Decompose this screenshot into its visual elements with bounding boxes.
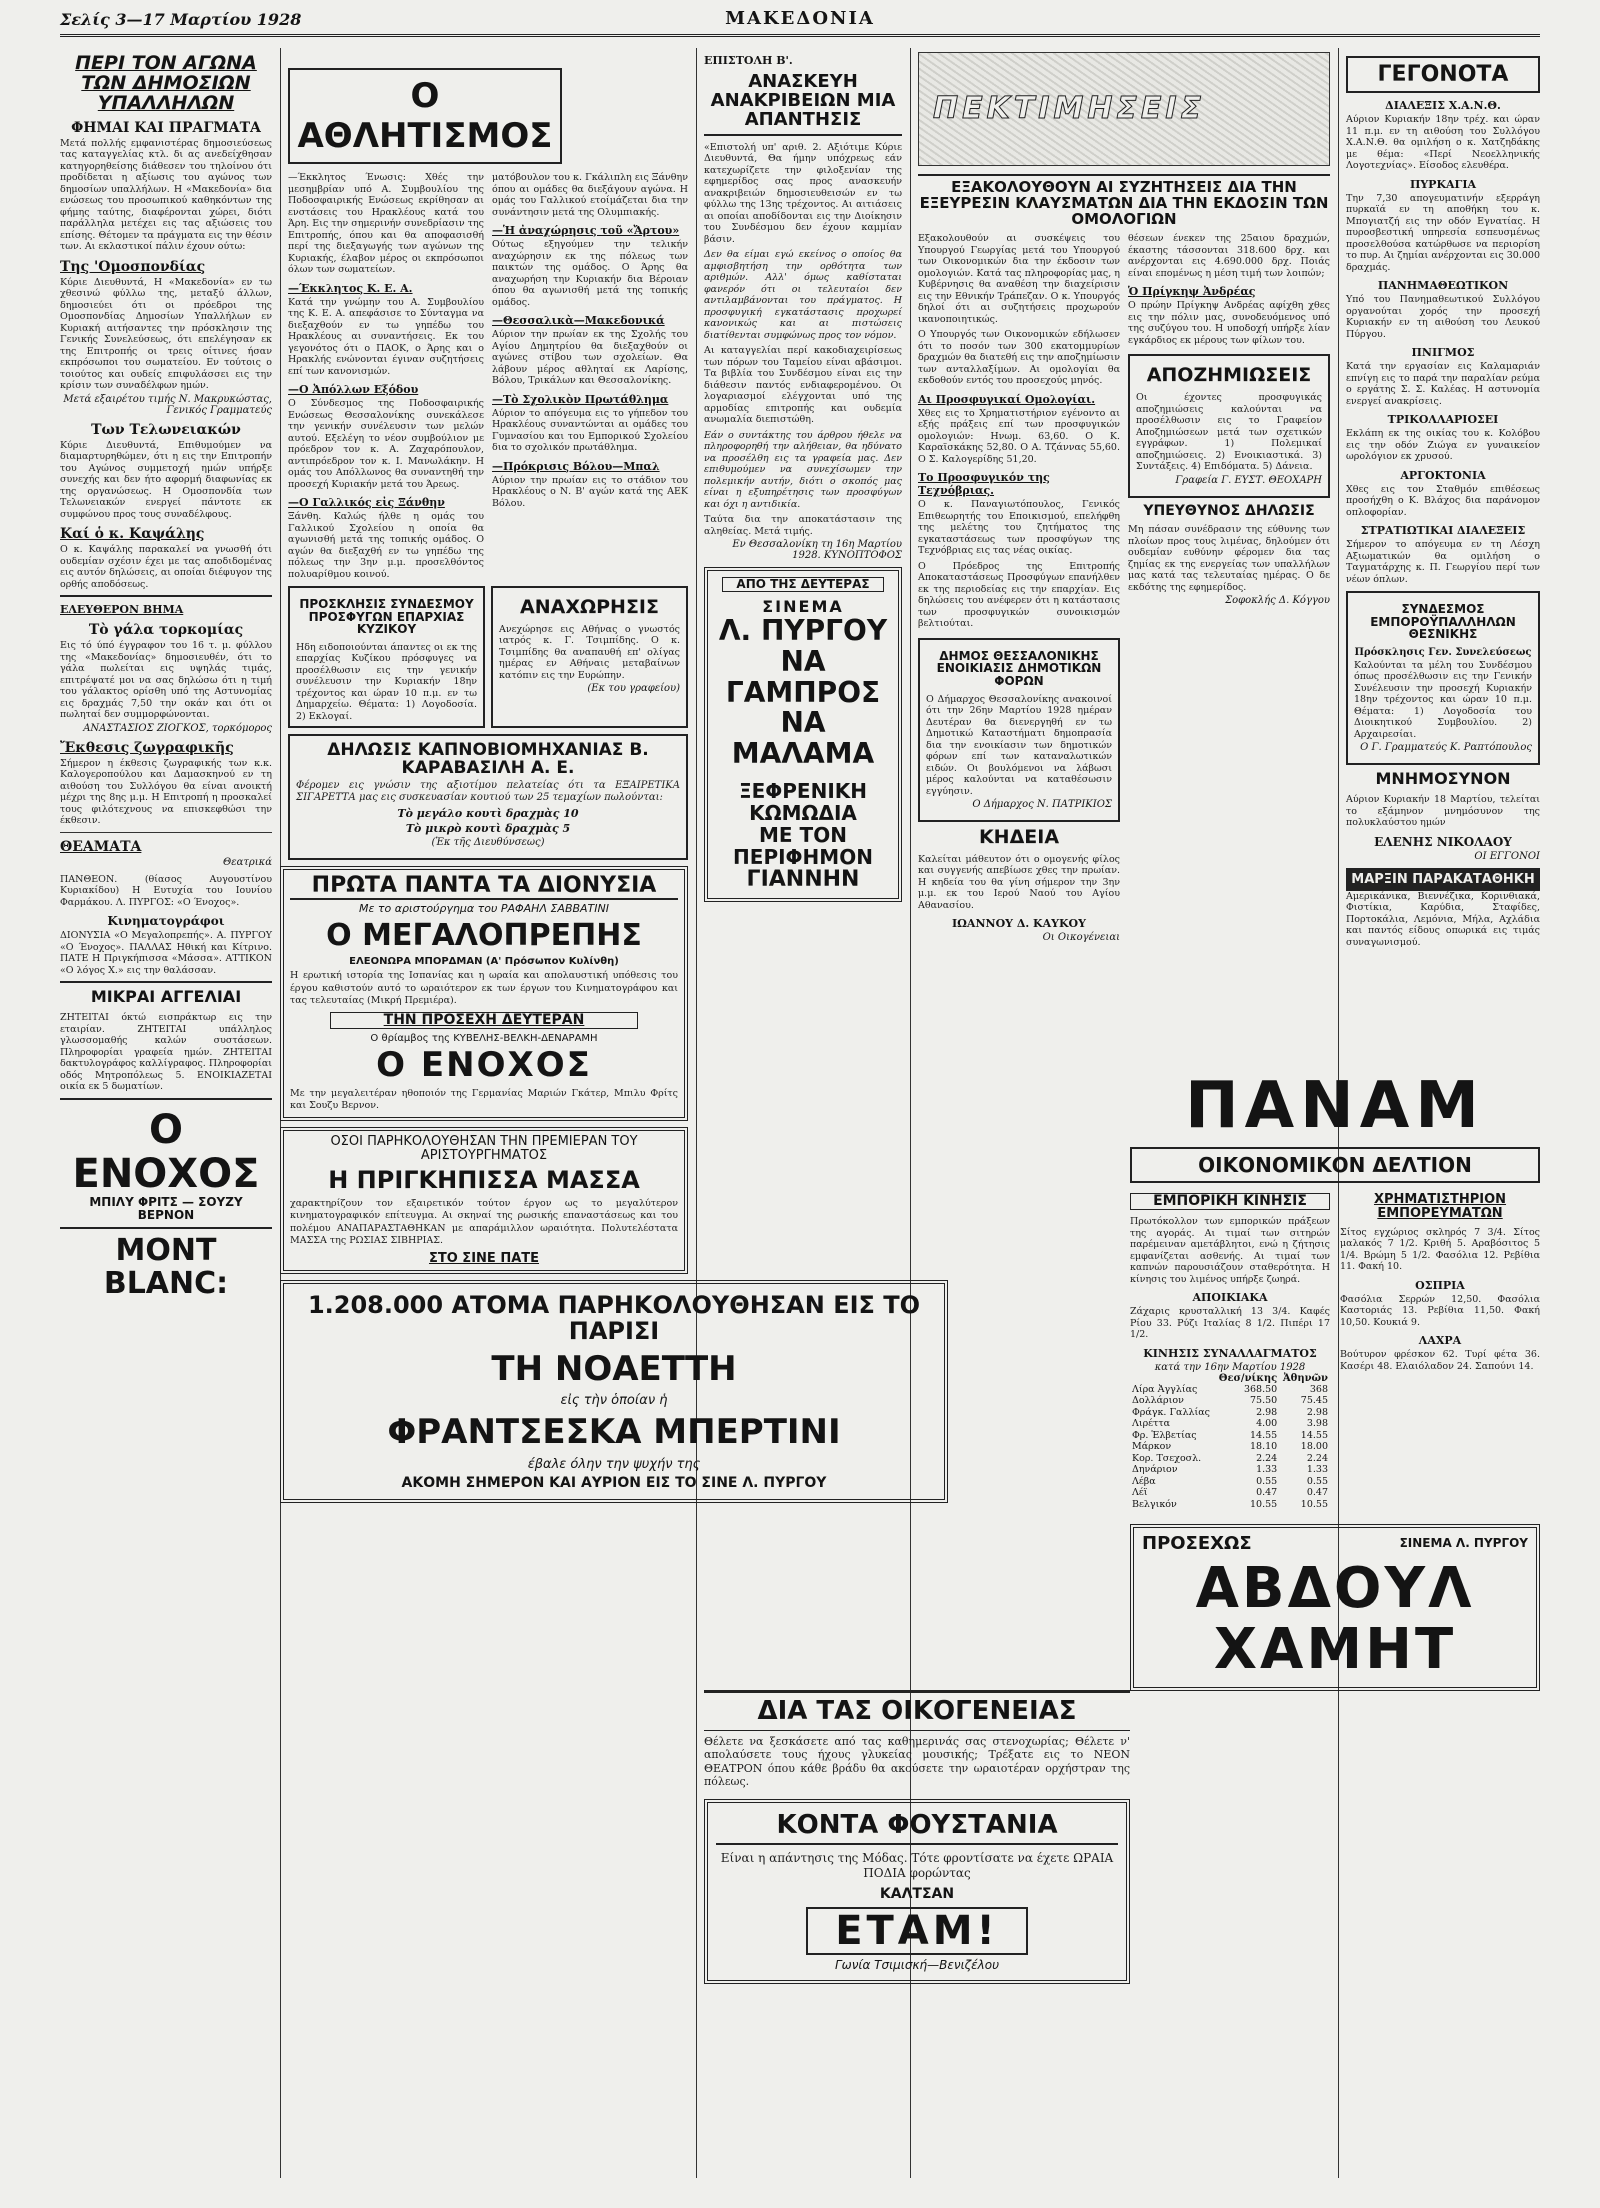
section-heading: ΥΠΕΥΘΥΝΟΣ ΔΗΛΩΣΙΣ xyxy=(1143,502,1315,519)
subheading: ΛΑΧΡΑ xyxy=(1418,1334,1462,1348)
article-text: θέσεων ένεκεν της 25αιου δραχμών, έκαστης τάσσονται 318.600 δρχ. και ανέρχονται εις 4.690.000 δρχ. Ποιάς είναι επομένως η μέση τιμή των λοιπών; xyxy=(1128,233,1330,279)
section-heading: ΚΗΔΕΙΑ xyxy=(978,826,1060,849)
banner-logo: ΠΕΚΤΙΜΗΣΕΙΣ xyxy=(933,91,1206,126)
market-text: Φασόλια Σερρών 12,50. Φασόλια Καστοριάς 13. Ρεβίθια 11,50. Φακή 10,50. Κουκιά 9. xyxy=(1340,1293,1540,1328)
fx-row xyxy=(1130,1418,1330,1430)
fx-currency: Μάρκον xyxy=(1132,1441,1172,1453)
fx-rate: 10.55 xyxy=(1300,1498,1328,1510)
ad-text: Είναι η απάντησις της Μόδας. Τότε φροντίσατε να έχετε ΩΡΑΙΑ ΠΟΔΙΑ φορώντας xyxy=(720,1851,1114,1881)
article-text: Ξάνθη. Καλώς ήλθε η ομάς του Γαλλικού Σχολείου η οποία θα αγωνισθή μετά της τοπικής ομάδος. Ο αγών θα διεξαχθή εν τω γηπέδω της πόλεως την 3ην μ.μ. προσελθόντος πολυαρίθμου κοινού. xyxy=(288,511,484,580)
market-text: Σίτος εγχώριος σκληρός 7 3/4. Σίτος μαλακός 7 1/2. Κριθή 5. Αραβόσιτος 5 1/4. Βρώμη 5 1/2. Φασόλια 12. Ρεβίθια 11. Φακή 10. xyxy=(1340,1226,1540,1273)
article-text: Εις τό ύπό έγγραφον του 16 τ. μ. φύλλου της «Μακεδονίας» δημοσιευθέν, ότι το γάλα πωλείται εις υψηλάς τιμάς, επιτρέψατέ μοι να σας δηλώσω ότι η τιμή του γάλακτος ορίσθη υπό της Αστυνομίας εις δραχμάς 7,50 την οκάν και ότι οι πωληταί δεν συμμορφώνονται. xyxy=(60,640,272,721)
article-text: Αύριον το απόγευμα εις το γήπεδον του Ηρακλέους συναντώνται αι ομάδες του Γυμνασίου και του Εμπορικού Σχολείου δια το σχολικόν πρωτάθλημα. xyxy=(492,407,688,453)
notice-box xyxy=(491,586,688,728)
fx-currency: Λίρα Ἀγγλίας xyxy=(1132,1383,1198,1395)
column-1 xyxy=(60,48,272,1300)
fx-row xyxy=(1130,1476,1330,1488)
notice-text: Ο Δήμαρχος Θεσσαλονίκης ανακοινοί ότι την 26ην Μαρτίου 1928 ημέραν Δευτέραν θα διενεργηθή εν τω Δημοτικώ Καταστήματι δημοπρασία δια την ενοικίασιν των δημοτικών φόρων επί των καταναλωτικών ειδών. Οι βουλόμενοι να λάβωσι μέρος καλούνται να καταθέσωσιν εγγύησιν. xyxy=(926,693,1112,797)
fx-rate: 2.24 xyxy=(1306,1452,1328,1464)
subheading: ΣΤΡΑΤΙΩΤΙΚΑΙ ΔΙΑΛΕΞΕΙΣ xyxy=(1360,524,1526,537)
cinema-ad-pathe xyxy=(280,1127,688,1274)
divider xyxy=(60,1227,272,1229)
municipal-notice xyxy=(918,638,1120,822)
market-text: Βούτυρον φρέσκον 62. Τυρί φέτα 36. Κασέρι 48. Ελαιόλαδον 24. Σαπούνι 14. xyxy=(1340,1349,1540,1372)
divider xyxy=(60,832,272,833)
section-title: Ο ΑΘΛΗΤΙΣΜΟΣ xyxy=(288,68,562,164)
section-heading: Καί ὁ κ. Καψάλης xyxy=(60,526,205,543)
page-date: Σελίς 3—17 Μαρτίου 1928 xyxy=(60,10,302,29)
article-title: ΕΞΑΚΟΛΟΥΘΟΥΝ ΑΙ ΣΥΖΗΤΗΣΕΙΣ ΔΙΑ ΤΗΝ ΕΞΕΥΡΕΣΙΝ ΚΛΑΥΣΜΑΤΩΝ ΔΙΑ ΤΗΝ ΕΚΔΟΣΙΝ ΤΩΝ ΟΜΟΛΟΓΙΩΝ xyxy=(918,174,1330,227)
subheading: ΑΠΟΙΚΙΑΚΑ xyxy=(1192,1291,1268,1305)
market-text: Ζάχαρις κρυσταλλική 13 3/4. Καφές Ρίου 33. Ρύζι Ιταλίας 8 1/2. Πιπέρι 17 1/2. xyxy=(1130,1306,1330,1341)
fx-rate: 14.55 xyxy=(1250,1429,1278,1441)
news-text: Εκλάπη εκ της οικίας του κ. Κολόβου εις την οδόν Ζιώγα εν γυναικείον ωρολόγιον εκ χρυσού. xyxy=(1346,428,1540,462)
section-heading: Τὸ γάλα τορκομίας xyxy=(88,622,244,639)
fx-row xyxy=(1130,1395,1330,1407)
compensation-notice xyxy=(1128,354,1330,497)
ad-title: ΔΙΑ ΤΑΣ ΟΙΚΟΓΕΝΕΙΑΣ xyxy=(704,1690,1130,1731)
notice-title: ΔΗΜΟΣ ΘΕΣΣΑΛΟΝΙΚΗΣ ΕΝΟΙΚΙΑΣΙΣ ΔΗΜΟΤΙΚΩΝ ΦΟΡΩΝ xyxy=(936,648,1102,688)
article-text: Ο Σύνδεσμος της Ποδοσφαιρικής Ενώσεως Θεσσαλονίκης συνεκάλεσε την γενικήν συνέλευσιν των μελών αυτού. Εξελέγη το νέον συμβούλιον με πρόεδρον τον κ. Α. Ζαχαρόπουλον, αντιπρόεδρον τον κ. Ι. Μανωλάκην. Η ομάς του Απόλλωνος θα συναντηθή την προσεχή Κυριακήν μετά του Άρεως. xyxy=(288,398,484,490)
masthead: ΜΑΚΕΔΟΝΙΑ xyxy=(725,8,875,29)
divider xyxy=(60,595,272,597)
fx-date: κατά την 16ην Μαρτίου 1928 xyxy=(1154,1361,1306,1373)
news-text: Την 7,30 απογευματινήν εξερράγη πυρκαϊά εν τη αποθήκη του κ. Μπογιατζή εις την οδόν Εγνατίας. Η πυροσβεστική υπηρεσία εσπευσμένως προσελθούσα κατώρθωσε να περιορίση το πυρ. Αι ζημίαι ανέρχονται εις 30.000 δραχμάς. xyxy=(1346,192,1540,273)
fx-rate: 1.33 xyxy=(1306,1464,1328,1476)
fx-rate: 0.47 xyxy=(1256,1487,1278,1499)
subheading: ΠΝΙΓΜΟΣ xyxy=(1411,346,1475,359)
notice-text: Καλούνται τα μέλη του Συνδέσμου όπως προσέλθωσιν εις την Γενικήν Συνέλευσιν την προσεχή Κυριακήν 18ην τρέχοντος και ώραν 10 π.μ. Θέματα: 1) Λογοδοσία του Διοικητικού Συμβουλίου. 2) Αρχαιρεσίαι. xyxy=(1354,659,1532,740)
fx-title: ΚΙΝΗΣΙΣ ΣΥΝΑΛΛΑΓΜΑΤΟΣ xyxy=(1143,1346,1317,1360)
memorial-text: Αύριον Κυριακήν 18 Μαρτίου, τελείται το εξάμηνον μνημόσυνον της πολυκλαύστου ημών xyxy=(1346,794,1540,829)
column-rule xyxy=(696,48,697,2178)
ad-film-title: ΑΒΔΟΥΛ ΧΑΜΗΤ xyxy=(1195,1555,1475,1683)
fx-currency: Δηνάριον xyxy=(1132,1464,1178,1476)
notice-title: ΑΝΑΧΩΡΗΣΙΣ xyxy=(520,596,659,618)
fx-rate: 2.98 xyxy=(1256,1406,1278,1418)
subheading: ΑΡΓΟΚΤΟΝΙΑ xyxy=(1400,468,1486,482)
signature: Οι Οικογένειαι xyxy=(1042,932,1120,944)
article-text: «Επιστολή υπ' αριθ. 2. Αξιότιμε Κύριε Διευθυντά, Θα ήμην υπόχρεως εάν κατεχωρίζετε την φιλοξενίαν της εφημερίδος σας προς ανασκευήν ανακριβειών δημοσιευθεισών εν τω φύλλω της 13ης τρέχοντος. Αι αιτιάσεις αι οποίαι αποδίδονται εις την Διοίκησιν του Συνδέσμου δεν έχουν καμμίαν βάσιν. xyxy=(704,141,902,245)
divider xyxy=(60,1098,272,1100)
ad-top: ΑΠΟ ΤΗΣ ΔΕΥΤΕΡΑΣ xyxy=(722,577,884,592)
illustration-banner xyxy=(918,52,1330,166)
ad-headline: ΟΣΟΙ ΠΑΡΗΚΟΛΟΥΘΗΣΑΝ ΤΗΝ ΠΡΕΜΙΕΡΑΝ ΤΟΥ ΑΡΙΣΤΟΥΡΓΗΜΑΤΟΣ xyxy=(330,1133,638,1163)
ad-brand: ΠΑΝΑΜ xyxy=(1185,1069,1485,1143)
ad-line: ΓΙΑΝΝΗΝ xyxy=(746,866,860,892)
fx-rate: 2.24 xyxy=(1256,1452,1278,1464)
ad-venue: ΑΚΟΜΗ ΣΗΜΕΡΟΝ ΚΑΙ ΑΥΡΙΟΝ ΕΙΣ ΤΟ ΣΙΝΕ Λ. ΠΥΡΓΟΥ xyxy=(401,1474,827,1491)
article-text: Μετά πολλής εμφανιστέρας δημοσιεύσεως τας καταγγελίας κτλ. δι ας ανεδείχθησαν κατηγορηθείσης διάθεσεν του τηλοίνου ότι προδίδεται η αξίωσις του αγώνος των δημοσίων υπαλλήλων. Η «Μακεδονία» δια ενώσεως του προσωπικού καθηκόντων της φήμης ταύτης, διαφέρονται χώρει, διότι παράλληλα μετέχει εις τας αξιώσεις του επίσης. Θέτομεν τα πράγματα εις την θέσιν των. Αι εκλαστικοί πάλιν έχουν ούτω: xyxy=(60,137,272,253)
article-text: Μη πάσαν συνέδρασιν της εύθυνης των πλοίων προς τους λιμένας, δηλούμεν ότι ουδεμίαν ευθύνην φέρομεν δια τας ζημίας εκ της ενεργείας των υπαλλήλων μας κατά τας τελευταίας ημέρας. Ο δε εκδότης της εφημερίδος. xyxy=(1128,524,1330,593)
fx-rate: 2.98 xyxy=(1306,1406,1328,1418)
news-text: Σήμερον το απόγευμα εν τη Λέσχη Αξιωματικών θα ομιλήση ο Ταγματάρχης κ. Π. Γεωργίου περί των νέων όπλων. xyxy=(1346,539,1540,585)
subheading: ΟΣΠΡΙΑ xyxy=(1415,1278,1465,1292)
fx-rate: 10.55 xyxy=(1250,1498,1278,1510)
subheading: —Θεσσαλικὰ—Μακεδονικά xyxy=(492,314,665,327)
tobacco-ad xyxy=(288,734,688,860)
subheading: —Έκκλητος Κ. Ε. Α. xyxy=(288,281,413,295)
article-text: Αύριον την πρωίαν εις το στάδιον του Ηρακλέους ο Ν. Β' αγών κατά της ΑΕΚ Βόλου. xyxy=(492,474,688,509)
notice-title: ΑΠΟΖΗΜΙΩΣΕΙΣ xyxy=(1146,364,1312,387)
signature: (Εκ του γραφείου) xyxy=(587,683,680,695)
ad-headline: ΠΡΩΤΑ ΠΑΝΤΑ ΤΑ ΔΙΟΝΥΣΙΑ xyxy=(290,874,678,900)
news-text: Κατά την εργασίαν εις Καλαμαριάν επνίγη εις το παρά την παραλίαν ρεύμα ο εργάτης Σ. Σ. Καλέας. Η αστυνομία ενεργεί ανακρίσεις. xyxy=(1346,361,1540,407)
notice-title: ΠΡΟΣΚΛΗΣΙΣ ΣΥΝΔΕΣΜΟΥ ΠΡΟΣΦΥΓΩΝ ΕΠΑΡΧΙΑΣ ΚΥΖΙΚΟΥ xyxy=(299,597,474,637)
ad-line: ΓΑΜΠΡΟΣ xyxy=(725,675,881,709)
ad-title: ΔΗΛΩΣΙΣ ΚΑΠΝΟΒΙΟΜΗΧΑΝΙΑΣ Β. ΚΑΡΑΒΑΣΙΛΗ Α. Ε. xyxy=(327,740,649,779)
fx-currency: Βελγικόν xyxy=(1132,1498,1177,1510)
section-title: ΓΕΓΟΝΟΤΑ xyxy=(1346,56,1540,93)
column-3 xyxy=(704,48,902,908)
ad-subline: εἰς τὴν ὁποίαν ἡ xyxy=(560,1392,668,1408)
article-text: ΔΙΟΝΥΣΙΑ «Ο Μεγαλοπρεπής». Α. ΠΥΡΓΟΥ «Ο Ένοχος». ΠΑΛΛΑΣ Ηθική και Κίτρινο. ΠΑΤΕ Η Πριγκήπισσα «Μάσσα». ΑΤΤΙΚΟΝ «Ο λόγος Χ.» εις την θαλάσσαν. xyxy=(60,930,272,976)
cinema-ad-gambros xyxy=(704,567,902,902)
signature: ΑΝΑΣΤΑΣΙΟΣ ΖΙΟΓΚΟΣ, τορκόμορος xyxy=(83,722,272,734)
notice-subtitle: Πρόσκλησις Γεν. Συνελεύσεως xyxy=(1354,646,1532,658)
news-text: Υπό του Πανημαθεωτικού Συλλόγου οργανούται χορός την προσεχή Κυριακήν εν τη αιθούση του Λευκού Πύργου. xyxy=(1346,294,1540,340)
ad-next: ΤΗΝ ΠΡΟΣΕΧΗ ΔΕΥΤΕΡΑΝ xyxy=(330,1012,638,1029)
news-text: Χθες εις τον Σταθμόν επιθέσεως προσήχθη ο Κ. Βλάχος δια παράνομον οπλοφορίαν. xyxy=(1346,483,1540,518)
fx-currency: Δολλάριον xyxy=(1132,1395,1184,1407)
subsection-title: ΕΜΠΟΡΙΚΗ ΚΙΝΗΣΙΣ xyxy=(1130,1193,1330,1210)
ad-cast: ΕΛΕΟΝΩΡΑ ΜΠΟΡΔΜΑΝ (Α' Πρόσωπον Κυλίνθη) xyxy=(349,956,619,968)
signature: Μετά εξαιρέτου τιμής Ν. Μακρυκώστας, Γενικός Γραμματεύς xyxy=(63,393,272,416)
fx-rate: 368.50 xyxy=(1243,1383,1278,1395)
fx-header-cell: Θεσ/νίκης xyxy=(1218,1372,1278,1384)
market-column-left xyxy=(1130,1187,1330,1510)
subheading: Θεατρικά xyxy=(223,856,272,868)
cinema-ad-abdul xyxy=(1130,1524,1540,1691)
notice-box xyxy=(288,586,485,728)
notice-text: Ηδη ειδοποιούνται άπαντες οι εκ της επαρχίας Κυζίκου πρόσφυγες να προσέλθωσιν εις την γενικήν συνέλευσιν την Κυριακήν 18ην τρέχοντος και ώραν 10 π.μ. εν τω Δημαρχείω. Θέματα: 1) Λογοδοσία. 2) Εκλογαί. xyxy=(296,641,477,722)
fx-rate: 1.33 xyxy=(1256,1464,1278,1476)
ad-star: ΦΡΑΝΤΣΕΣΚΑ ΜΠΕΡΤΙΝΙ xyxy=(387,1412,841,1453)
section-heading: ΘΕΑΜΑΤΑ xyxy=(60,838,142,855)
subheading: ΠΑΝΗΜΑΘΕΩΤΙΚΟΝ xyxy=(1377,279,1509,292)
fx-header-cell: Ἀθηνῶν xyxy=(1282,1372,1328,1384)
article-columns xyxy=(918,233,1330,949)
ad-next-film: Ο ΕΝΟΧΟΣ xyxy=(376,1045,592,1086)
ad-address: Γωνία Τσιμισκή—Βενιζέλου xyxy=(834,1957,1000,1972)
ad-venue: ΣΤΟ ΣΙΝΕ ΠΑΤΕ xyxy=(428,1250,540,1266)
fx-row xyxy=(1130,1430,1330,1442)
ad-line: ΝΑ xyxy=(780,706,826,740)
ad-title: ΚΟΝΤΑ ΦΟΥΣΤΑΝΙΑ xyxy=(716,1811,1118,1846)
signature: Σοφοκλής Δ. Κόγγου xyxy=(1225,595,1330,607)
article-column-left xyxy=(918,233,1120,949)
shop-ad-text: Αμερικάνικα, Βιεννέζικα, Κορινθιακά, Φιστίκια, Καρύδια, Σταφίδες, Πορτοκάλια, Λεμόνια, Μήλα, Αχλάδια και παντός είδους οπωρικά εις τιμάς συναγωνισμού. xyxy=(1346,890,1540,948)
deceased-name: ΙΩΑΝΝΟΥ Δ. ΚΑΥΚΟΥ xyxy=(952,917,1086,931)
signature: Γραφεία Γ. ΕΥΣΤ. ΘΕΟΧΑΡΗ xyxy=(1175,474,1322,486)
ad-line: Λ. ΠΥΡΓΟΥ xyxy=(718,613,888,647)
ad-next-sub: Ο θρίαμβος της ΚΥΒΕΛΗΣ-ΒΕΛΚΗ-ΔΕΝΑΡΑΜΗ xyxy=(370,1033,598,1045)
signature: ΟΙ ΕΓΓΟΝΟΙ xyxy=(1474,850,1540,862)
market-column-right xyxy=(1340,1187,1540,1510)
fx-currency: Λιρέττα xyxy=(1132,1418,1171,1430)
fx-rate: 0.55 xyxy=(1306,1475,1328,1487)
subheading: Ὁ Πρίγκηψ Ἀνδρέας xyxy=(1128,285,1256,299)
fx-row xyxy=(1130,1464,1330,1476)
article-text: Ο Πρόεδρος της Επιτροπής Αποκαταστάσεως Προσφύγων επανήλθεν εκ της περιοδείας εις την επαρχίαν. Εις δηλώσεις του ανέφερεν ότι η κατάστασις των προσφυγικών συνοικισμών βελτιούται. xyxy=(918,560,1120,630)
fx-rate: 3.98 xyxy=(1306,1418,1328,1430)
ad-text: χαρακτηρίζουν τον εξαιρετικόν τούτον έργον ως το μεγαλύτερον κινηματογραφικόν επίτευγμα. Αι σκηναί της ρωσικής επαναστάσεως και του πολέμου ΑΝΑΠΑΡΑΣΤΑΘΗΚΑΝ με απαράμιλλον ωραιότητα. Πολυτελέστατα ΜΑΣΣΑ της ΡΩΣΙΑΣ ΣΙΒΗΡΙΑΣ. xyxy=(290,1197,678,1247)
subheading: ΔΙΑΛΕΞΙΣ Χ.Α.Ν.Θ. xyxy=(1385,99,1501,112)
article-title: ΠΕΡΙ ΤΟΝ ΑΓΩΝΑ ΤΩΝ ΔΗΜΟΣΙΩΝ ΥΠΑΛΛΗΛΩΝ xyxy=(75,52,257,114)
ad-line: ΚΩΜΩΔΙΑ xyxy=(749,800,857,825)
fx-rate: 75.50 xyxy=(1250,1395,1278,1407)
article-text: Εάν ο συντάκτης του άρθρου ήθελε να πληροφορηθή την αλήθειαν, θα ηδύνατο να προσέλθη εις τα γραφεία μας. Δεν επιθυμούμεν να συνεχίσωμεν την πολεμικήν αυτήν, διότι ο σκοπός μας είναι η εξυπηρέτησις των προσφύγων και όχι η αντιδικία. xyxy=(704,429,902,510)
classified-text: ΖΗΤΕΙΤΑΙ όκτώ εισπράκτωρ εις την εταιρίαν. ΖΗΤΕΙΤΑΙ υπάλληλος γλωσσομαθής καλών συστάσεων. Πληροφορίαι γραφεία ημών. ΖΗΤΕΙΤΑΙ δακτυλογράφος καλλίγραφος. Πληροφορίαι οδός Μητροπόλεως 5. ΕΝΟΙΚΙΑΖΕΤΑΙ οικία εκ 5 δωματίων. xyxy=(60,1012,272,1093)
wide-ads xyxy=(704,1690,1130,1990)
section-title: ΟΙΚΟΝΟΜΙΚΟΝ ΔΕΛΤΙΟΝ xyxy=(1130,1147,1540,1183)
fx-row xyxy=(1130,1441,1330,1453)
section-heading: Ἔκθεσις ζωγραφικῆς xyxy=(60,739,234,756)
sports-columns xyxy=(288,172,688,580)
subheading: —Ο Γαλλικός εἰς Ξάνθην xyxy=(288,496,445,509)
ad-line: ΝΑ xyxy=(780,644,826,678)
fx-rate: 14.55 xyxy=(1300,1429,1328,1441)
notices-row xyxy=(288,586,688,728)
ad-line: ΠΕΡΙΦΗΜΟΝ xyxy=(733,844,873,869)
ad-line: ΜΕ ΤΟΝ xyxy=(759,822,847,847)
article-text: Ο κ. Καψάλης παρακαλεί να γνωσθή ότι ουδεμίαν σχέσιν έχει με τας αποδιδομένας εις αυτόν δηλώσεις, αι οποίαι διέφυγον της ορθής αποδόσεως. xyxy=(60,544,272,590)
fx-row xyxy=(1130,1407,1330,1419)
market-text: Πρωτόκολλον των εμπορικών πράξεων της αγοράς. Αι τιμαί των σιτηρών παρέμειναν αμετάβλητοι, ενώ η ζήτησις εμφανίζεται ασθενής. Αι τιμαί των καπνών παρουσιάζουν σταθερότητα. Η κίνησις του λιμένος υπήρξε ζωηρά. xyxy=(1130,1216,1330,1285)
subheading: Αι Προσφυγικαί Ομολογίαι. xyxy=(918,392,1096,406)
article-text: Κύριε Διευθυντά, Επιθυμούμεν να διαμαρτυρηθώμεν, ότι η εις την Επιτροπήν του Αγώνος συμμετοχή ημών υπήρξε συνεχής και δεν ήτο αφορμή διαφωνίας εκ της οργανώσεως. Η Ομοσπονδία των Τελωνειακών ενεργεί πάντοτε εκ συμφώνου προς τους συναδέλφους. xyxy=(60,439,272,520)
article-text: Ο κ. Παναγιωτόπουλος, Γενικός Επιθεωρητής του Εποικισμού, επελήφθη της μελέτης του ζητήματος της εγκαταστάσεως των προσφύγων της Τεχνόβριας εις τας νέας οικίας. xyxy=(918,499,1120,557)
fx-row xyxy=(1130,1487,1330,1499)
ad-brand-label: ΚΑΛΤΣΑΝ xyxy=(879,1886,955,1903)
ad-line: ΣΙΝΕΜΑ xyxy=(762,597,844,617)
article-text: —Έκκλητος Ένωσις: Χθές την μεσημβρίαν υπό Α. Συμβουλίου της Ποδοσφαιρικής Ενώσεως εκρίθησαν αι ενστάσεις του Ηρακλέους κατά του Άρη. Εις την σημερινήν συνεδρίασιν της Επιτροπής, όπου και θα αποφασισθή περί της διεξαγωγής των αγώνων της Κυριακής, έλαβον μέρος οι εκπρόσωποι όλων των σωματείων. xyxy=(288,172,484,275)
ad-subline: έβαλε όλην την ψυχήν της xyxy=(527,1456,701,1472)
subheading: —Ο Ἀπόλλων Εξόδου xyxy=(288,383,419,396)
ad-headline: 1.208.000 ΑΤΟΜΑ ΠΑΡΗΚΟΛΟΥΘΗΣΑΝ ΕΙΣ ΤΟ ΠΑΡΙΣΙ xyxy=(307,1290,921,1346)
article-text: Σήμερον η έκθεσις ζωγραφικής των κ.κ. Καλογεροπούλου και Δαμασκηνού εν τη αιθούση του Συλλόγου θα είναι ανοικτή μέχρι της 8ης μ.μ. Η Επιτροπή η προσκαλεί τους φιλότεχνους να επισκεφθώσι την έκθεσιν. xyxy=(60,757,272,827)
notice-title: ΣΥΝΔΕΣΜΟΣ ΕΜΠΟΡΟΫΠΑΛΛΗΛΩΝ ΘΕΣΝΙΚΗΣ xyxy=(1370,602,1516,642)
article-text: ματόβουλον του κ. Γκάλιπλη εις Ξάνθην όπου αι ομάδες θα διεξάγουν αγώνα. Η ομάς του Γαλλικού ετοίμάζεται δια την συνάντησιν μετά της Ολυμπιακής. xyxy=(492,172,688,218)
subheading: —Τὸ Σχολικὸν Πρωτάθλημα xyxy=(492,392,669,406)
page-header xyxy=(60,8,1540,37)
notice-text: Ανεχώρησε εις Αθήνας ο γνωστός ιατρός κ. Γ. Τσιμπίδης. Ο κ. Τσιμπίδης θα αναπαυθή επ' ολίγας ημέρας εν Αθήναις μεταβαίνων κατόπιν εις την Ευρώπην. xyxy=(499,623,680,681)
ad-film-title: Ο ΕΝΟΧΟΣ xyxy=(72,1106,260,1197)
sports-column-left xyxy=(288,172,484,580)
signature: Ο Γ. Γραμματεύς Κ. Ραπτόπουλος xyxy=(1360,742,1532,754)
ad-price: Τὸ μεγάλο κουτὶ δραχμὰς 10 xyxy=(397,806,579,820)
ad-attention: ΠΡΟΣΕΧΩΣ xyxy=(1142,1533,1252,1555)
article-text: Χθες εις το Χρηματιστήριον εγένοντο αι εξής πράξεις επί των προσφυγικών ομολογιών: Ηνωμ. 63,60. Ο Κ. Καραϊσκάκης 52,80. Ο Α. Τζάννας 55,60. Ο Σ. Καλογερίδης 51,20. xyxy=(918,407,1120,465)
fx-rate: 75.45 xyxy=(1300,1395,1328,1407)
ad-line: ΜΑΛΑΜΑ xyxy=(731,737,875,771)
memorial-name: ΕΛΕΝΗΣ ΝΙΚΟΛΑΟΥ xyxy=(1374,834,1512,849)
section-heading: ΕΛΕΥΘΕΡΟΝ ΒΗΜΑ xyxy=(60,603,184,617)
fx-currency: Κορ. Τσεχοσλ. xyxy=(1132,1452,1202,1464)
subheading: ΠΥΡΚΑΓΙΑ xyxy=(1409,177,1477,191)
article-text: Ταύτα δια την αποκατάστασιν της αληθείας. Μετά τιμής. xyxy=(704,514,902,537)
article-text: Ο πρώην Πρίγκηψ Ανδρέας αφίχθη χθες εις την πόλιν μας, συνοδευόμενος υπό της συζύγου του. Η υποδοχή υπήρξε λίαν εγκάρδιος εκ μέρους των φίλων του. xyxy=(1128,300,1330,346)
article-text: ΠΑΝΘΕΟΝ. (θίασος Αυγουστίνου Κυριακίδου) Η Ευτυχία του Ιουνίου Φαρμάκου. Λ. ΠΥΡΓΟΣ: «Ο Ένοχος». xyxy=(60,873,272,908)
memorial-title: ΜΝΗΜΟΣΥΝΟΝ xyxy=(1375,769,1511,789)
article-text: Κύριε Διευθυντά, Η «Μακεδονία» εν τω χθεσινώ φύλλω της, μεταξύ άλλων, δημοσιεύει ότι οι πρόεδροι της Ομοσπονδίας Δημοσίων Υπαλλήλων εν Κυριακή αιτήσαντες την πρόσκλησιν της Γενικής Συνελεύσεως, ότι επελέγησαν εκ της Επιτροπής οι τρεις οίτινες ήσαν εκπρόσωποι του σωματείου. Εν τούτοις ο τοιούτος και ουδείς επιφυλάσσει εις την κρίσιν των συναδέλφων ημών. xyxy=(60,276,272,392)
fx-header-cell xyxy=(1130,1373,1215,1384)
article-text: Εξακολουθούν αι συσκέψεις του Υπουργού Γεωργίας μετά του Υπουργού των Οικονομικών δια την έκδοσιν των ομολογιών. Κατά τας πληροφορίας μας, η Κυβέρνησις θα αναθέση την διαχείρισιν εις την Εθνικήν Τράπεζαν. Ο κ. Υπουργός δηλοί ότι αι συζητήσεις προχωρούν ικανοποιητικώς. xyxy=(918,233,1120,325)
ad-line: ΞΕΦΡΕΝΙΚΗ xyxy=(738,778,868,803)
article-text: Ούτως εξηγούμεν την τελικήν αναχώρησιν εκ της πόλεως των παικτών της ομάδος. Ο Άρης θα αναχωρήση την Κυριακήν δια Βέροιαν όπου θα αγωνισθή μετά της τοπικής ομάδος. xyxy=(492,239,688,308)
article-text: Κατά την γνώμην του Α. Συμβουλίου της Κ. Ε. Α. απεφάσισε το Σύνταγμα να διεξαχθούν εν τω γηπέδω του Ηρακλέους αι συναντήσεις. Εκ του γεγονότος ότι ο ΠΑΟΚ, ο Άρης και ο Ηρακλής ενώνονται έγιναν συζητήσεις επί των κανονισμών. xyxy=(288,296,484,377)
ad-brand: MONT BLANC: xyxy=(103,1232,229,1301)
fx-currency: Φράγκ. Γαλλίας xyxy=(1132,1406,1210,1418)
section-heading: Της 'Ομοσπονδίας xyxy=(60,258,206,275)
fx-rate: 18.10 xyxy=(1250,1441,1278,1453)
ad-cinema: ΣΙΝΕΜΑ Λ. ΠΥΡΓΟΥ xyxy=(1399,1536,1528,1551)
section-heading: ΦΗΜΑΙ ΚΑΙ ΠΡΑΓΜΑΤΑ xyxy=(71,119,261,136)
ad-header-row xyxy=(1142,1534,1528,1554)
association-notice xyxy=(1346,591,1540,765)
ad-film-title: Ο ΜΕΓΑΛΟΠΡΕΠΗΣ xyxy=(326,918,642,954)
subsection-title: ΧΡΗΜΑΤΙΣΤΗΡΙΟΝ ΕΜΠΟΡΕΥΜΑΤΩΝ xyxy=(1373,1192,1507,1222)
subheading: ΤΡΙΚΟΛΛΑΡΙΟΣΕΙ xyxy=(1387,413,1499,426)
fx-table xyxy=(1130,1373,1330,1511)
notice-text: Οι έχοντες προσφυγικάς αποζημιώσεις καλούνται να προσέλθωσιν εις το Γραφείον Αποζημιώσεων μετά των σχετικών εγγράφων. 1) Πολεμικαί αποζημιώσεις. 2) Ενοικιαστικά. 3) Συντάξεις. 4) Επιδόματα. 5) Δάνεια. xyxy=(1136,392,1322,473)
ad-film-cast: ΜΠΙΛΥ ΦΡΙΤΣ — ΣΟΥΖΥ ΒΕΡΝΟΝ xyxy=(89,1194,243,1222)
article-column-right xyxy=(1128,233,1330,949)
fx-row xyxy=(1130,1499,1330,1511)
fx-row xyxy=(1130,1384,1330,1396)
market-columns xyxy=(1130,1187,1540,1510)
column-4 xyxy=(918,48,1330,949)
fx-rate: 368 xyxy=(1309,1383,1328,1395)
fx-row xyxy=(1130,1453,1330,1465)
ad-subline: Με το αριστούργημα του ΡΑΦΑΗΛ ΣΑΒΒΑΤΙΝΙ xyxy=(358,902,609,916)
subheading: Το Προσφυγικόν της Τεχνόβριας. xyxy=(918,471,1050,498)
fashion-ad xyxy=(704,1799,1130,1984)
fx-rate: 0.47 xyxy=(1306,1487,1328,1499)
cinema-ad-dionysia xyxy=(280,866,688,1121)
fx-currency: Λέϊ xyxy=(1132,1487,1148,1499)
sports-column-right xyxy=(492,172,688,580)
news-text: Αύριον Κυριακήν 18ην τρέχ. και ώραν 11 π.μ. εν τη αιθούση του Συλλόγου Χ.Α.Ν.Θ. θα ομιλήση ο κ. Χατζηδάκης με θέμα: «Περί Νεοελληνικής Λογοτεχνίας». Είσοδος ελευθέρα. xyxy=(1346,114,1540,171)
signature: Εν Θεσσαλονίκη τη 16η Μαρτίου 1928. ΚΥΝΟΠΤΟΦΟΣ xyxy=(732,539,902,562)
article-text: Καλείται μάθευτον ότι ο ομογενής φίλος και συγγενής απεβίωσε χθες την πρωίαν. Η κηδεία του θα γίνη σήμερον την 3ην μ.μ. εκ του Ιερού Ναού του Αγίου Αθανασίου. xyxy=(918,853,1120,911)
ad-film-title: ΤΗ ΝΟΑΕΤΤΗ xyxy=(491,1348,737,1389)
signature: (Ἐκ τῆς Διευθύνσεως) xyxy=(431,836,545,848)
ad-text: Θέλετε να ξεσκάσετε από τας καθημερινάς σας στενοχωρίας; Θέλετε ν' απολαύσετε τους ήχους γλυκείας μουσικής; Τρέξατε εις το ΝΕΟΝ ΘΕΑΤΡΟΝ όπου κάθε βράδυ θα ακούσετε την ωραιοτέραν ορχήστραν της πόλεως. xyxy=(704,1734,1130,1789)
section-heading: Των Τελωνειακών xyxy=(91,421,241,438)
divider xyxy=(60,981,272,983)
fx-header-row xyxy=(1130,1373,1330,1384)
subheading: —Πρόκρισις Βόλου—Μπαλ xyxy=(492,459,660,473)
shop-ad-title: ΜΑΡΞΙΝ ΠΑΡΑΚΑΤΑΘΗΚΗ xyxy=(1346,868,1540,891)
article-kicker: ΕΠΙΣΤΟΛΗ Β'. xyxy=(704,54,793,67)
cinema-ad-pyrgou xyxy=(280,1280,948,1504)
article-text: Δεν θα είμαι εγώ εκείνος ο οποίος θα αμφισβητήση την ορθότητα των αριθμών. Αλλ' όμως καθίσταται φανερόν ότι οι τελευταίοι δεν αντιλαμβάνονται του πράγματος. Η προσφυγική εγκατάστασις προχωρεί κανονικώς και αι πιστώσεις διατίθενται συμφώνως προς τον νόμον. xyxy=(704,249,902,341)
fx-rate: 4.00 xyxy=(1256,1418,1278,1430)
article-text: Ο Υπουργός των Οικονομικών εδήλωσεν ότι το ποσόν των 300 εκατομμυρίων δραχμών θα διατεθή εις την αποζημίωσιν των ανταλλαξίμων. Αι ομολογίαι θα εκδοθούν εντός του προσεχούς μηνός. xyxy=(918,329,1120,387)
fx-currency: Φρ. Ἑλβετίας xyxy=(1132,1429,1197,1441)
article-title: ΑΝΑΣΚΕΥΗ ΑΝΑΚΡΙΒΕΙΩΝ ΜΙΑ ΑΠΑΝΤΗΣΙΣ xyxy=(704,73,902,136)
market-section xyxy=(1130,1065,1540,1697)
ad-brand: ΕΤΑΜ! xyxy=(806,1907,1028,1955)
fx-rate: 18.00 xyxy=(1300,1441,1328,1453)
ad-text: Η ερωτική ιστορία της Ισπανίας και η ωραία και απολαυστική υπόθεσις του έργου καθιστούν αυτό το ωραιότερον εκ των έργων του Κινηματογράφου και τας τελευταίας (Μικρή Πρεμιέρα). xyxy=(290,970,678,1007)
ad-text: Με την μεγαλειτέραν ηθοποιόν της Γερμανίας Μαριών Γκάτερ, Μπιλυ Φρίτς και Σουζυ Βερνον. xyxy=(290,1087,678,1112)
section-heading: ΜΙΚΡΑΙ ΑΓΓΕΛΙΑΙ xyxy=(90,987,242,1007)
ad-film-title: Η ΠΡΙΓΚΗΠΙΣΣΑ ΜΑΣΣΑ xyxy=(328,1166,640,1195)
section-heading: Κινηματογράφοι xyxy=(107,914,225,929)
article-text: Αύριον την πρωίαν εκ της Σχολής του Αγίου Δημητρίου θα διεξαχθούν οι αγώνες στίβου των σχολείων. Θα λάβουν μέρος αθληταί εκ Λαρίσης, Βόλου, Τρικάλων και Θεσσαλονίκης. xyxy=(492,329,688,386)
fx-currency: Λέβα xyxy=(1132,1475,1156,1487)
signature: Ο Δήμαρχος Ν. ΠΑΤΡΙΚΙΟΣ xyxy=(972,799,1112,811)
article-text: Αι καταγγελίαι περί κακοδιαχειρίσεως των πόρων του Ταμείου είναι αβάσιμοι. Τα βιβλία του Συνδέσμου είναι εις την διάθεσιν παντός ενδιαφερομένου. Οι λογαριασμοί ελέγχονται υπό της αρμοδίας επιτροπής και ουδεμία ανωμαλία διεπιστώθη. xyxy=(704,345,902,426)
ad-text: Φέρομεν εις γνώσιν της αξιοτίμου πελατείας ότι τα ΕΞΑΙΡΕΤΙΚΑ ΣΙΓΑΡΕΤΤΑ μας εις συσκευασίαν κουτιού των 25 τεμαχίων πωλούνται: xyxy=(296,779,680,804)
ad-price: Τὸ μικρὸ κουτὶ δραχμὰς 5 xyxy=(405,821,571,835)
subheading: —Ἡ ἀναχώρησις τοῦ «Ἄρτου» xyxy=(492,224,680,237)
column-6 xyxy=(1346,48,1540,948)
fx-rate: 0.55 xyxy=(1256,1475,1278,1487)
